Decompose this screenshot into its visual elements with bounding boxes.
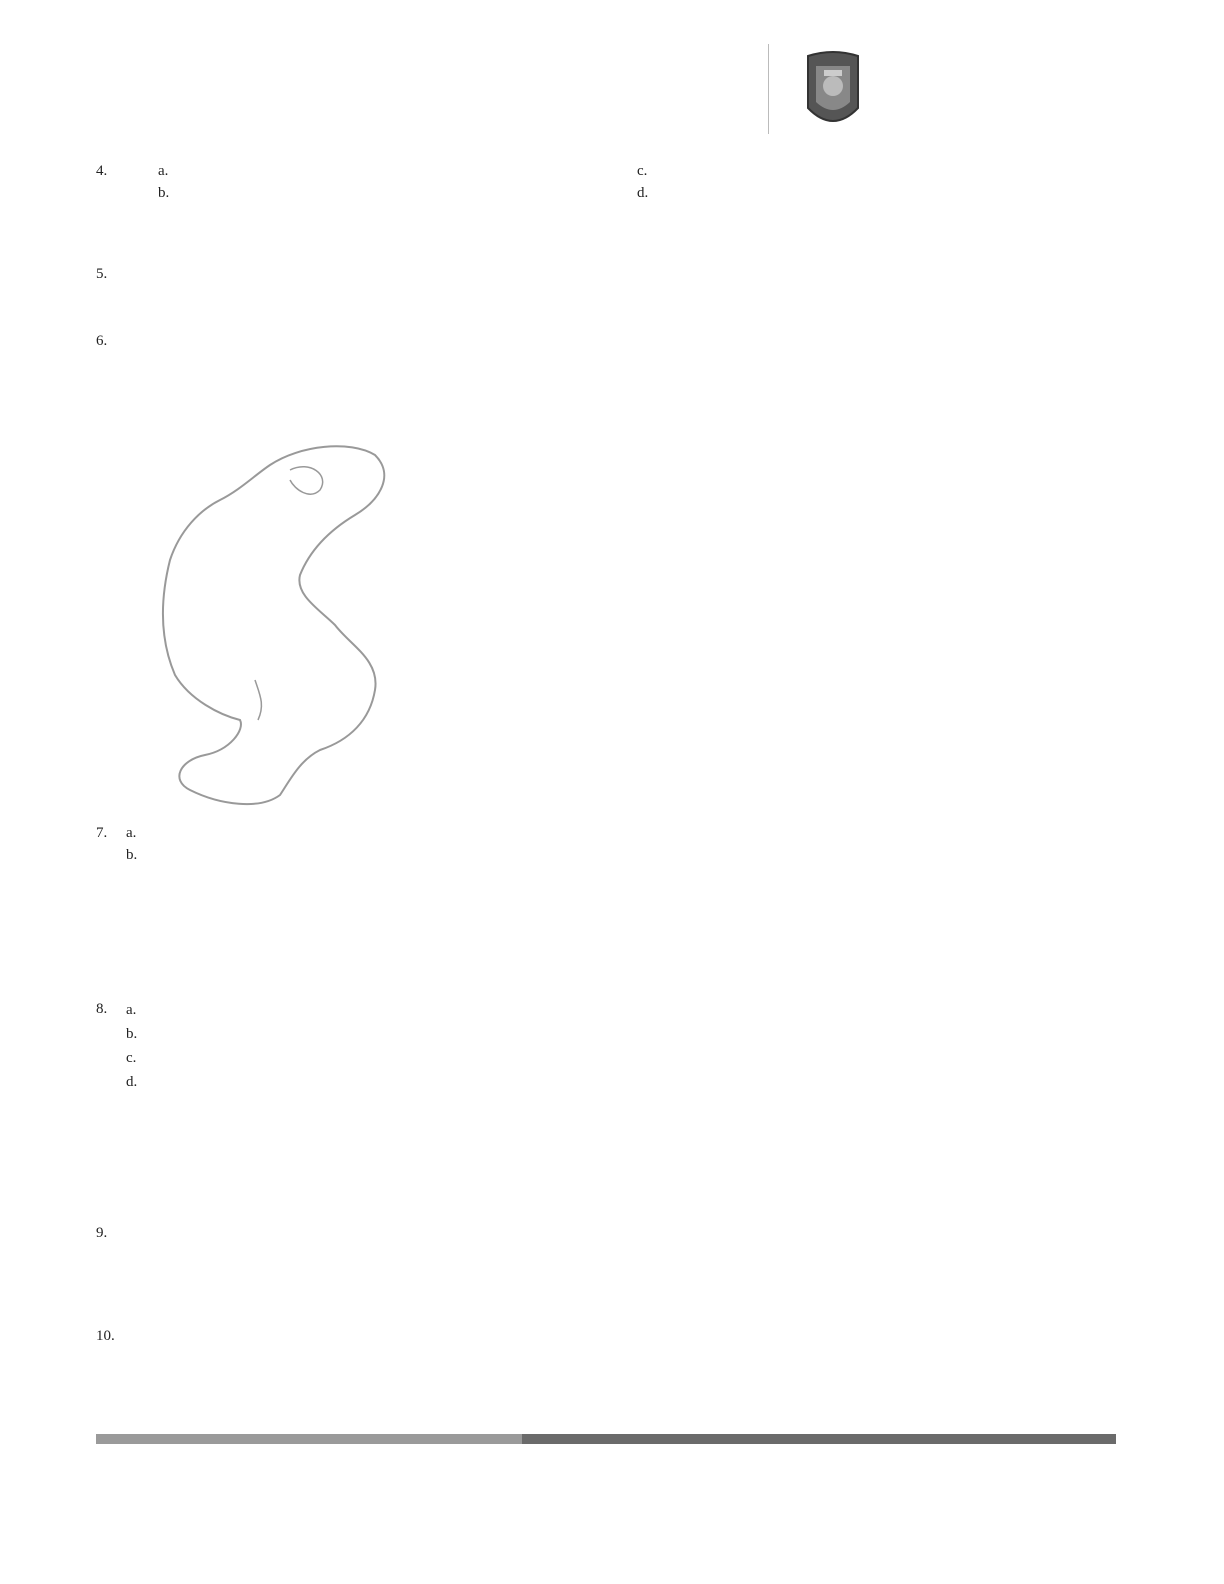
protein-inner-strand xyxy=(255,680,261,720)
option-a xyxy=(158,160,637,182)
option-letter: c. xyxy=(637,163,648,179)
option-letter: a. xyxy=(126,825,137,841)
option-c xyxy=(637,160,1116,182)
question-number: 9. xyxy=(96,1225,108,1241)
university-seal-icon xyxy=(800,50,866,134)
option-letter: c. xyxy=(126,1050,137,1066)
table-row xyxy=(126,1046,1116,1070)
footer-divider-bar-accent xyxy=(96,1434,522,1444)
question-number: 10. xyxy=(96,1328,115,1344)
options-row xyxy=(158,160,1116,182)
answer-table xyxy=(126,998,1116,1094)
options-row xyxy=(158,182,1116,204)
option-letter: a. xyxy=(158,163,169,179)
question-number: 5. xyxy=(96,266,108,282)
cell xyxy=(316,1046,616,1070)
question-number: 8. xyxy=(96,1001,108,1017)
question-number: 6. xyxy=(96,333,108,349)
protein-outline-path xyxy=(163,446,384,804)
protein-outline-figure xyxy=(150,430,410,820)
option-d xyxy=(637,182,1116,204)
header-divider xyxy=(768,44,769,134)
table-row xyxy=(126,1070,1116,1094)
question-number: 7. xyxy=(96,825,108,841)
header xyxy=(590,44,1050,144)
option-letter: d. xyxy=(637,185,649,201)
option-b xyxy=(126,844,1116,866)
cell xyxy=(316,1022,616,1046)
question-4 xyxy=(96,160,1116,204)
table-row xyxy=(126,1022,1116,1046)
question-8 xyxy=(96,998,1116,1094)
option-letter: b. xyxy=(158,185,170,201)
option-a xyxy=(126,822,1116,844)
option-letter: b. xyxy=(126,1026,138,1042)
option-letter: b. xyxy=(126,847,138,863)
question-7 xyxy=(96,822,1116,866)
cell xyxy=(316,1070,616,1094)
option-letter: d. xyxy=(126,1074,138,1090)
protein-inner-loop xyxy=(290,467,323,494)
option-letter: a. xyxy=(126,1002,137,1018)
question-number: 4. xyxy=(96,163,108,179)
table-row xyxy=(126,998,1116,1022)
cell xyxy=(316,998,616,1022)
option-b xyxy=(158,182,637,204)
